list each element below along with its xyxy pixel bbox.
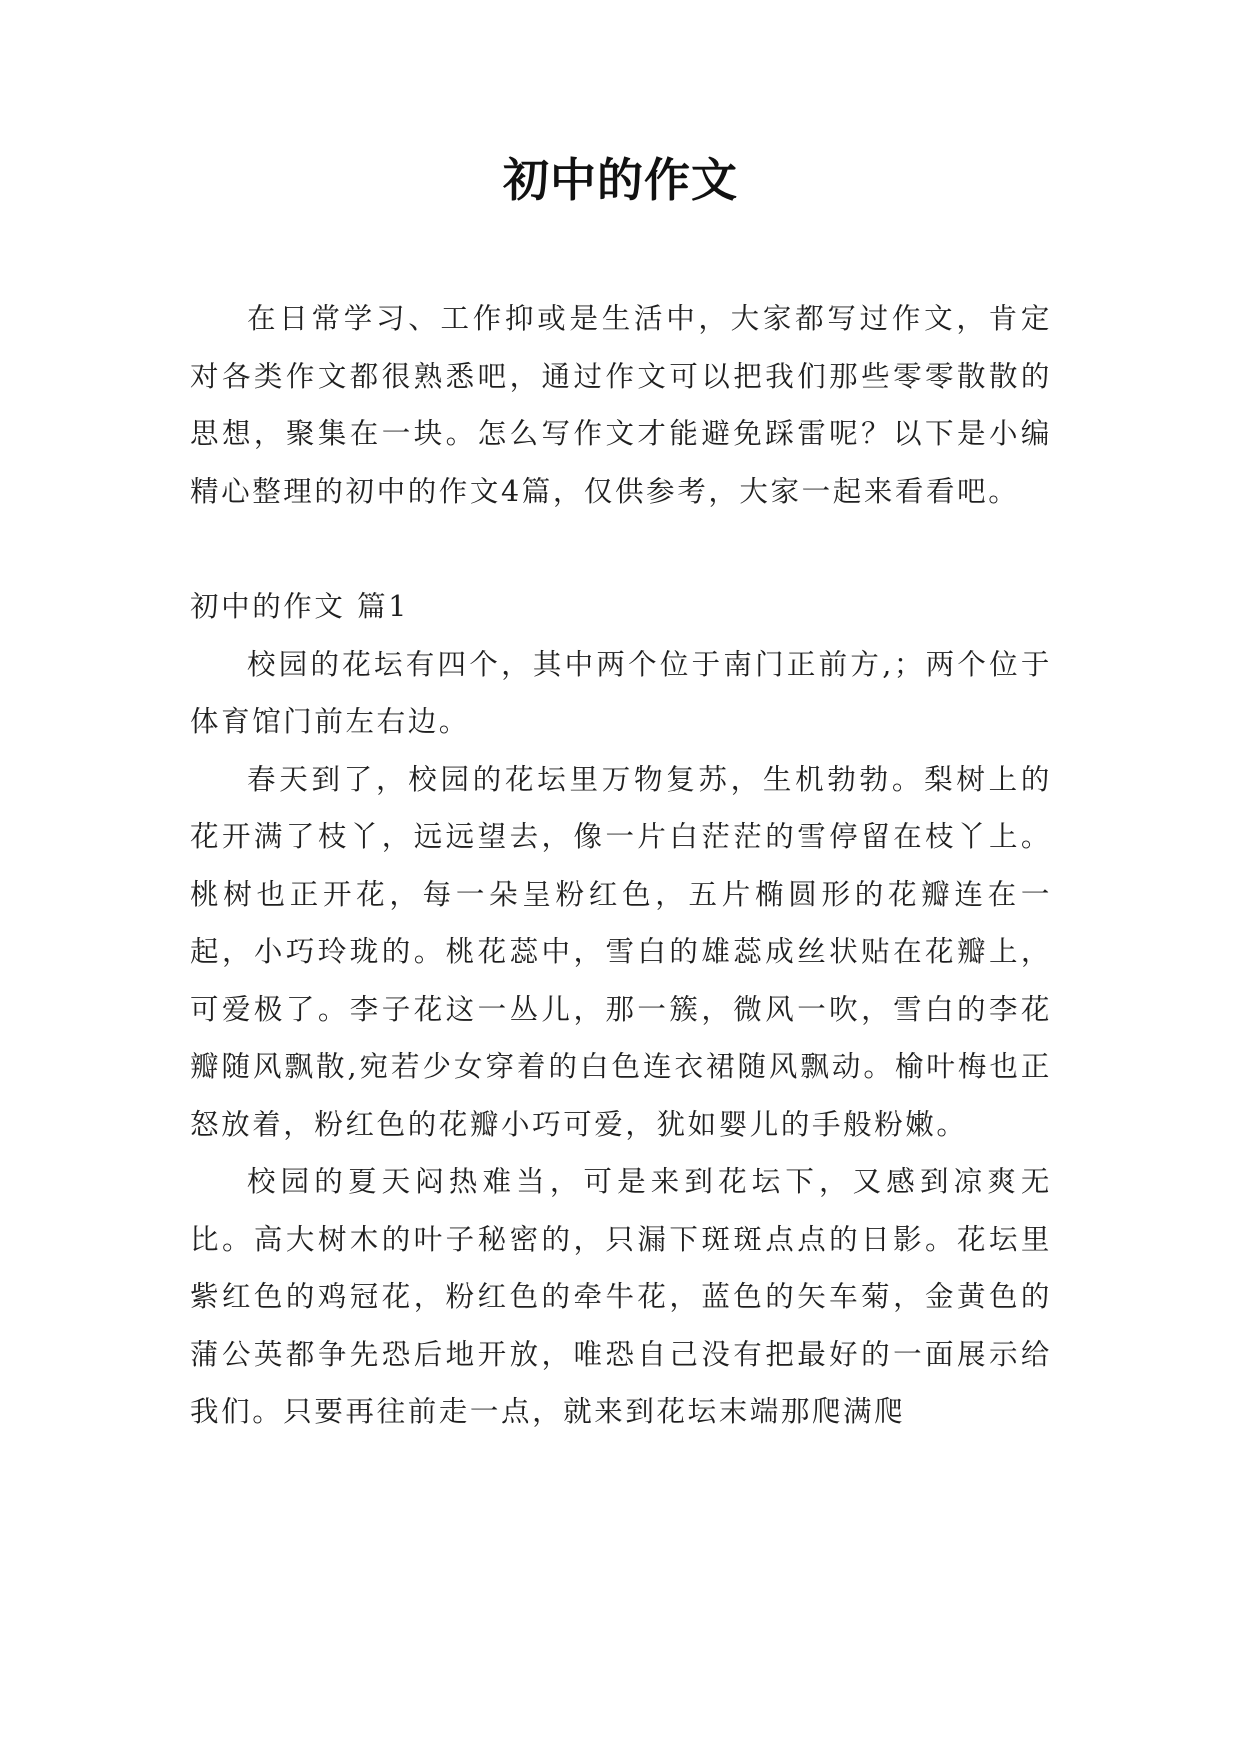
document-body	[190, 290, 1052, 1441]
body-paragraph-3: 校园的夏天闷热难当，可是来到花坛下，又感到凉爽无比。高大树木的叶子秘密的，只漏下斑斑点点的日影。花坛里紫红色的鸡冠花，粉红色的牵牛花，蓝色的矢车菊，金黄色的蒲公英都争先恐后地开放，唯恐自己没有把最好的一面展示给我们。只要再往前走一点，就来到花坛末端那爬满爬	[190, 1165, 1052, 1428]
section-heading: 初中的作文 篇1	[190, 590, 409, 623]
body-paragraph-1: 校园的花坛有四个，其中两个位于南门正前方,；两个位于体育馆门前左右边。	[190, 647, 1052, 738]
document-title: 初中的作文	[503, 153, 738, 207]
intro-paragraph: 在日常学习、工作抑或是生活中，大家都写过作文，肯定对各类作文都很熟悉吧，通过作文可以把我们那些零零散散的思想，聚集在一块。怎么写作文才能避免踩雷呢？以下是小编精心整理的初中的作文4篇，仅供参考，大家一起来看看吧。	[190, 302, 1052, 508]
body-paragraph-2: 春天到了，校园的花坛里万物复苏，生机勃勃。梨树上的花开满了枝丫，远远望去，像一片白茫茫的雪停留在枝丫上。桃树也正开花，每一朵呈粉红色，五片椭圆形的花瓣连在一起，小巧玲珑的。桃花蕊中，雪白的雄蕊成丝状贴在花瓣上，可爱极了。李子花这一丛儿，那一簇，微风一吹，雪白的李花瓣随风飘散,宛若少女穿着的白色连衣裙随风飘动。榆叶梅也正怒放着，粉红色的花瓣小巧可爱，犹如婴儿的手般粉嫩。	[190, 762, 1052, 1141]
